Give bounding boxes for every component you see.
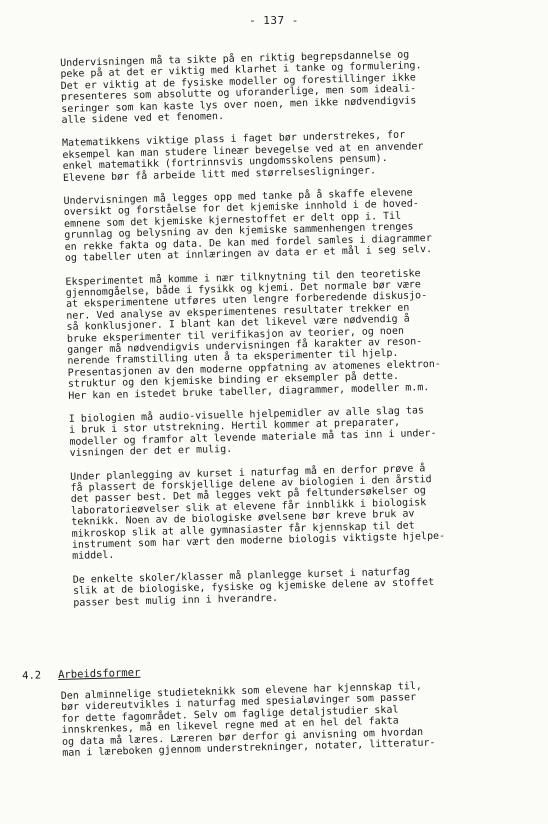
body-text <box>60 47 534 621</box>
section-arbeidsformer <box>22 656 524 760</box>
section-paragraph: Den alminnelige studieteknikk som elevene har kjennskap til, bør videreutvikles i naturfag med spesialøvinger som passer for dette fagområdet. Selv om faglige detaljstudier skal innskrenkes, må en likevel regne med at en hel del fakta og data må læres. Læreren bør derfor gi anvisning om hvordan man i læreboken gjennom understrekninger, notater, litteratur- <box>60 680 436 759</box>
paragraph-chemistry-overview: Undervisningen må legges opp med tanke på å skaffe elevene oversikt og forståelse for det kjemiske innhold i de hoved- emnene som det kjemiske kjernestoffet er delt opp i. Til grunnlag og belysning av den kjemiske sammenhengen trenges en rekke fakta og data. De kan med fordel samles i diagrammer og tabeller uten at innlæringen av data er et mål i seg selv. <box>63 187 433 265</box>
paragraph-course-planning: Under planlegging av kurset i naturfag må en derfor prøve å få plassert de forskjellige delene av biologien i den årstid det passer best. Det må legges vekt på feltundersøkelser og laboratorieøvelser slik at elevene får innblikk i biologisk teknikk. Noen av de biologiske øvelsene bør kreve bruk av mikroskop slik at alle gymnasiaster får kjennskap til det instrument som har vært den moderne biologis viktigste hjelpe- middel. <box>70 462 446 563</box>
section-number: 4.2 <box>22 669 42 682</box>
section-heading <box>22 656 522 682</box>
paragraph-biology-aids: I biologien må audio-visuelle hjelpemidler av alle slag tas i bruk i stor utstrekning. Hertil kommer at preparater, modeller og framfor alt levende materiale må tas inn i under- visningen der det er mulig. <box>68 405 437 460</box>
paragraph-experiments: Eksperimentet må komme i nær tilknytning til den teoretiske gjennomgåelse, både i fysikk og kjemi. Det normale bør være at eksperimentene utføres uten lengre forberedende diskusjo- ner. Ved analyse av eksperimentenes resultater trekker en så konklusjoner. I blant kan det likevel være nødvendig å bruke eksperimenter til verifikasjon av teorier, og noen ganger må nødvendigvis undervisningen få karakter av reson- nerende framstilling uten å ta eksperimenter til hjelp. Presentasjonen av den moderne oppfatning av atomenes elektron- struktur og den kjemiske binding er eksempler på dette. Her kan en istedet bruke tabeller, diagrammer, modeller m.m. <box>65 267 442 402</box>
section-title: Arbeidsformer <box>57 666 141 681</box>
paragraph-school-planning: De enkelte skoler/klasser må planlegge kurset i naturfag slik at de biologiske, fysiske og kjemiske delene av stoffet passer best mulig inn i hverandre. <box>72 566 435 609</box>
page-number: - 137 - <box>249 14 299 27</box>
paragraph-mathematics: Matematikkens viktige plass i faget bør understrekes, for eksempel kan man studere lineær bevegelse ved at en anvender enkel matematikk (fortrinnsvis ungdomsskolens pensum). Elevene bør få arbeide litt med størrelsesligninger. <box>61 130 424 184</box>
paragraph-concept-formation: Undervisningen må ta sikte på en riktig begrepsdannelse og peke på at det er viktig med klarhet i tanke og formulering. Det er viktig at de fysiske modeller og forestillinger ikke presenteres som absolutte og uforanderlige, men som ideali- seringer som kan kaste lys over noen, men ikke nødvendigvis alle sidene ved et fenomen. <box>60 49 422 127</box>
